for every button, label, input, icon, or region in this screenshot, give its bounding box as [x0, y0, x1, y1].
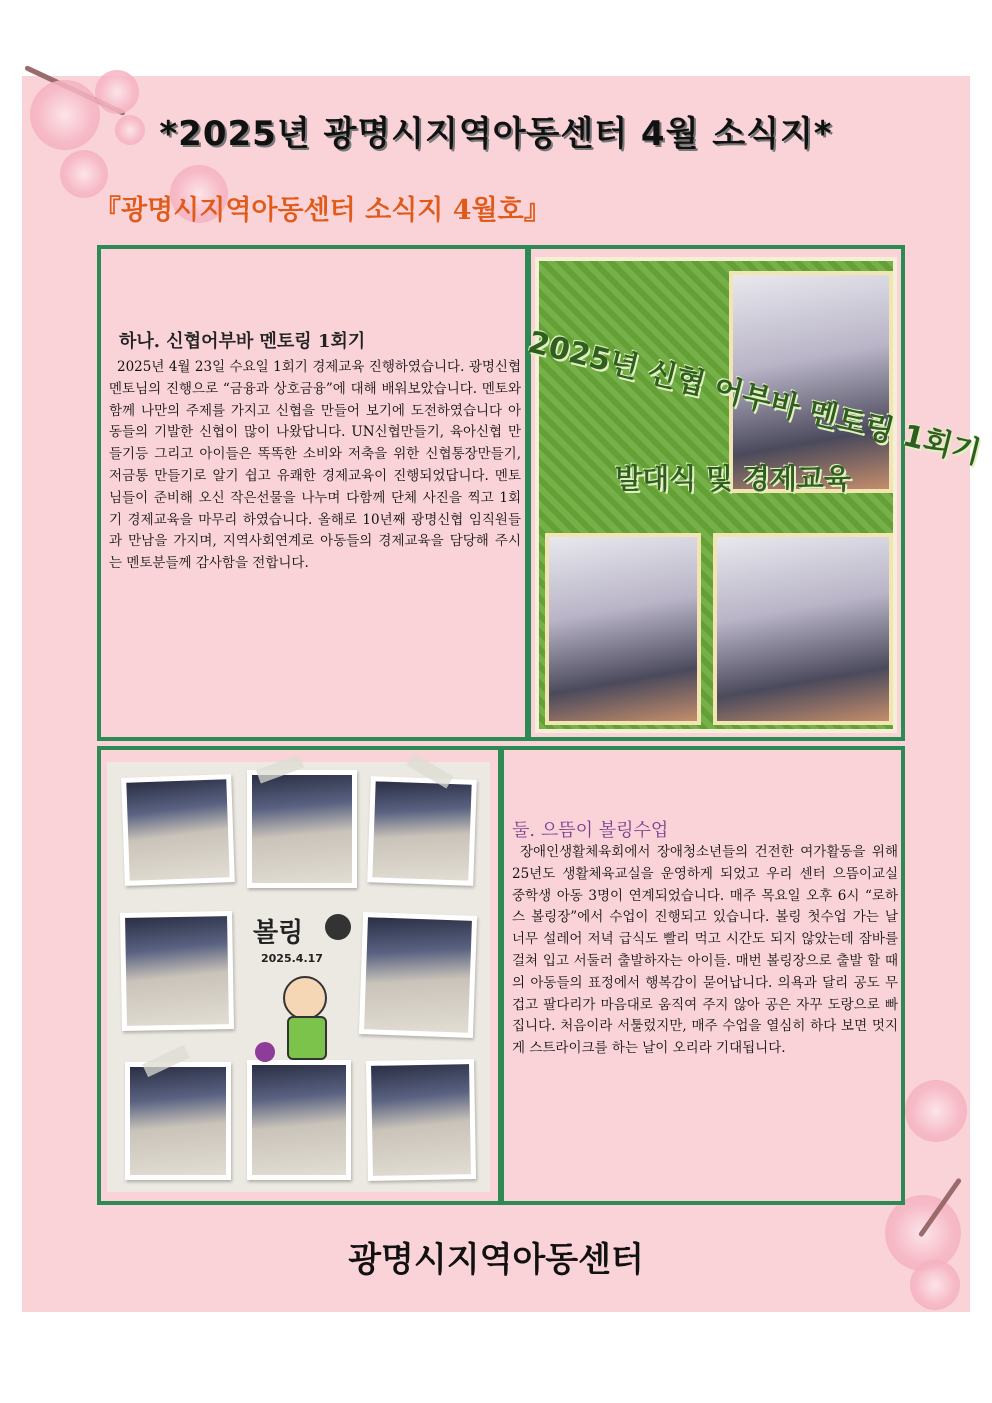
- photo-caption-line1: 2025년 신협 어부바 멘토링 1회기: [524, 324, 985, 472]
- bowler-character-icon: [283, 976, 327, 1020]
- classroom-photo: [545, 533, 701, 725]
- group-photo: [713, 533, 893, 725]
- bowling-photo: [247, 1060, 351, 1180]
- bowling-photo-collage: [107, 762, 490, 1192]
- collage-date: 2025.4.17: [261, 952, 323, 965]
- bowling-photo: [121, 774, 235, 886]
- section2-heading: 둘. 으뜸이 볼링수업: [512, 820, 669, 841]
- bowling-photo: [125, 1062, 231, 1180]
- section2-text-box: [500, 746, 905, 1205]
- blossom-icon: [905, 1080, 967, 1142]
- section1-text-box: [97, 245, 529, 741]
- purple-ball-icon: [255, 1042, 275, 1062]
- section2-body: 장애인생활체육회에서 장애청소년들의 건전한 여가활동을 위해 25년도 생활체육교실을 운영하게 되었고 우리 센터 으뜸이교실 중학생 아동 3명이 연계되었습니다. 매주 목요일 오후 6시 “로하스 볼링장”에서 수업이 진행되고 있습니다. 볼링 첫수업 가는 날 너무 설레어 저녁 급식도 빨리 먹고 시간도 되지 않았는데 잠바를 걸쳐 입고 서둘러 출발하자는 아이들. 매번 볼링장으로 출발 할 때의 아동들의 표정에서 행복감이 묻어납니다. 의욕과 달리 공도 무겁고 팔다리가 마음대로 움직여 주지 않아 공은 자꾸 도랑으로 빠집니다. 처음이라 서툴렀지만, 매주 수업을 열심히 하다 보면 멋지게 스트라이크를 하는 날이 오리라 기대됩니다.: [512, 844, 898, 1057]
- newsletter-subtitle: 『광명시지역아동센터 소식지 4월호』: [94, 195, 551, 226]
- mentoring-photo-collage: [524, 257, 985, 733]
- newsletter-title: *2025년 광명시지역아동센터 4월 소식지*: [159, 114, 833, 154]
- collage-title: 볼링: [253, 918, 304, 948]
- footer-org-name: 광명시지역아동센터: [348, 1240, 644, 1280]
- bowling-photo: [247, 770, 357, 888]
- bowling-ball-icon: [325, 914, 351, 940]
- bowler-body-icon: [287, 1016, 327, 1060]
- bowling-photo: [367, 776, 477, 886]
- section2-photo-box: [97, 746, 502, 1205]
- section1-heading: 하나. 신협어부바 멘토링 1회기: [119, 331, 366, 352]
- bowling-photo: [366, 1059, 476, 1181]
- bowling-photo: [120, 911, 234, 1031]
- bowling-photo: [359, 912, 477, 1038]
- section1-body: 2025년 4월 23일 수요일 1회기 경제교육 진행하였습니다. 광명신협 멘토님의 진행으로 “금융과 상호금융”에 대해 배워보았습니다. 멘토와 함께 나만의 주제를 가지고 신협을 만들어 보기에 도전하였습니다 아동들의 기발한 신협이 많이 나왔답니다. UN신협만들기, 육아신협 만들기등 그리고 아이들은 똑똑한 소비와 저축을 위한 신협통장만들기, 저금통 만들기로 알기 쉽고 유쾌한 경제교육이 진행되었답니다. 멘토님들이 준비해 오신 작은선물을 나누며 다함께 단체 사진을 찍고 1회기 경제교육을 마무리 하였습니다. 올해로 10년째 광명신협 임직원들과 만남을 가지며, 지역사회연계로 아동들의 경제교육을 담당해 주시는 멘토분들께 감사함을 전합니다.: [109, 359, 521, 572]
- section1-photo-box: [524, 245, 985, 741]
- photo-caption-line2: 발대식 및 경제교육: [615, 462, 851, 495]
